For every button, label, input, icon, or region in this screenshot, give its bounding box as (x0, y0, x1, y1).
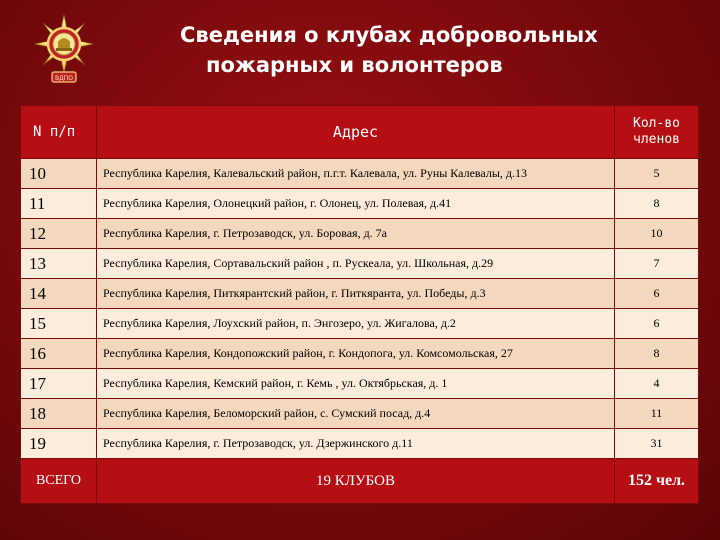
row-address: Республика Карелия, Сортавальский район , п. Рускеала, ул. Школьная, д.29 (97, 249, 615, 279)
row-address: Республика Карелия, г. Петрозаводск, ул. Боровая, д. 7а (97, 219, 615, 249)
emblem-text: ВДПО (54, 75, 74, 82)
row-count: 10 (615, 219, 699, 249)
table-row (21, 249, 699, 279)
row-address: Республика Карелия, Калевальский район, п.г.т. Калевала, ул. Руны Калевалы, д.13 (97, 159, 615, 189)
row-address: Республика Карелия, Беломорский район, с. Сумский посад, д.4 (97, 399, 615, 429)
row-number: 14 (21, 279, 97, 309)
row-count: 8 (615, 339, 699, 369)
table-row (21, 369, 699, 399)
row-number: 18 (21, 399, 97, 429)
row-address: Республика Карелия, Питкярантский район, г. Питкяранта, ул. Победы, д.3 (97, 279, 615, 309)
table-row (21, 159, 699, 189)
table-row (21, 399, 699, 429)
total-clubs: 19 КЛУБОВ (97, 459, 615, 504)
header-count: Кол-во членов (615, 106, 699, 159)
row-number: 12 (21, 219, 97, 249)
title-line-1: Сведения о клубах добровольных (180, 23, 598, 47)
row-number: 17 (21, 369, 97, 399)
total-label: ВСЕГО (21, 459, 97, 504)
row-count: 6 (615, 279, 699, 309)
row-number: 19 (21, 429, 97, 459)
row-count: 8 (615, 189, 699, 219)
row-address: Республика Карелия, г. Петрозаводск, ул. Дзержинского д.11 (97, 429, 615, 459)
row-number: 13 (21, 249, 97, 279)
row-count: 11 (615, 399, 699, 429)
table-row (21, 189, 699, 219)
row-number: 16 (21, 339, 97, 369)
table-row (21, 279, 699, 309)
title-line-2: пожарных и волонтеров (206, 53, 503, 77)
table-row (21, 309, 699, 339)
fire-department-emblem-icon (32, 10, 96, 86)
row-count: 6 (615, 309, 699, 339)
table-row (21, 429, 699, 459)
table-row (21, 339, 699, 369)
row-address: Республика Карелия, Олонецкий район, г. Олонец, ул. Полевая, д.41 (97, 189, 615, 219)
total-members: 152 чел. (615, 459, 699, 504)
table-total-row (21, 459, 699, 504)
header-number: N п/п (21, 106, 97, 159)
clubs-table (20, 105, 699, 504)
table-header-row (21, 106, 699, 159)
row-number: 10 (21, 159, 97, 189)
row-address: Республика Карелия, Кемский район, г. Кемь , ул. Октябрьская, д. 1 (97, 369, 615, 399)
page-title (150, 20, 650, 80)
row-count: 31 (615, 429, 699, 459)
header-address: Адрес (97, 106, 615, 159)
row-count: 7 (615, 249, 699, 279)
row-number: 15 (21, 309, 97, 339)
row-count: 4 (615, 369, 699, 399)
row-address: Республика Карелия, Кондопожский район, г. Кондопога, ул. Комсомольская, 27 (97, 339, 615, 369)
row-count: 5 (615, 159, 699, 189)
row-address: Республика Карелия, Лоухский район, п. Энгозеро, ул. Жигалова, д.2 (97, 309, 615, 339)
table-row (21, 219, 699, 249)
row-number: 11 (21, 189, 97, 219)
